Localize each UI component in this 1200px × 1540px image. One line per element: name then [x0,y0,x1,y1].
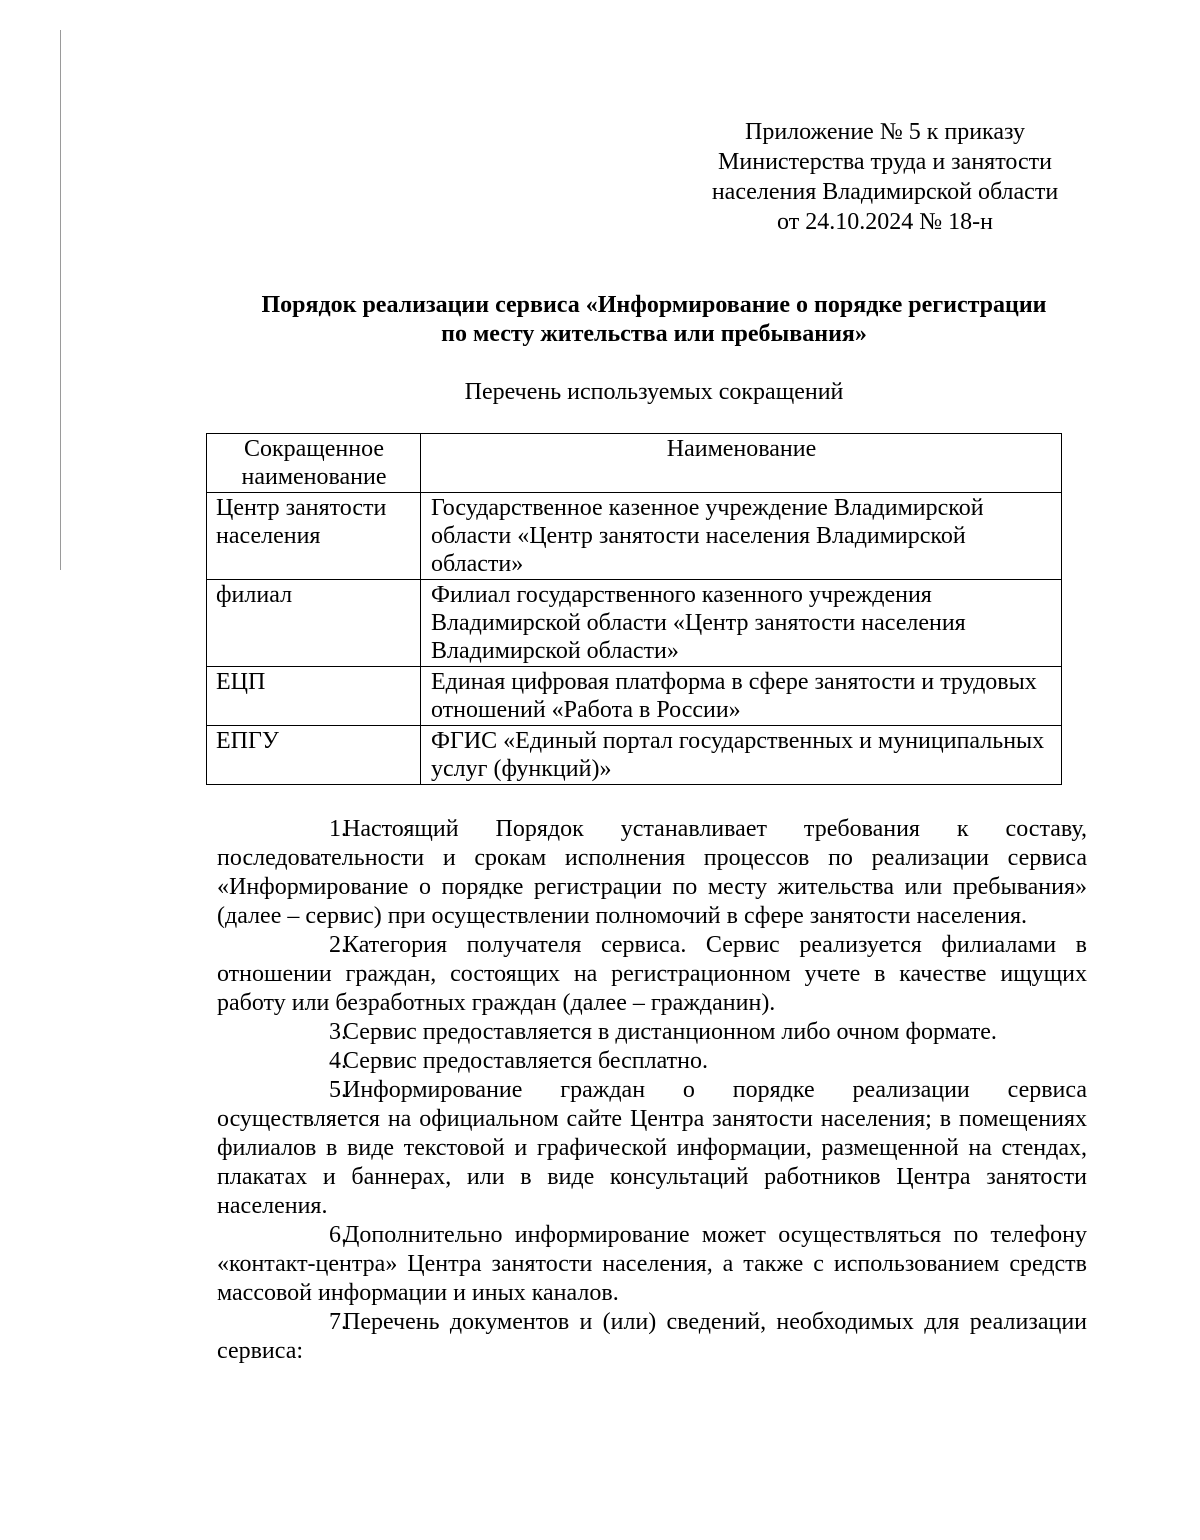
paragraph [217,931,1087,1018]
appendix-line: населения Владимирской области [711,179,1059,205]
abbreviations-table [206,433,1062,785]
appendix-line: Министерства труда и занятости [718,149,1052,175]
paragraph [217,1018,1087,1047]
document-title [220,291,1088,349]
paragraph-text: Информирование граждан о порядке реализации сервиса осуществляется на официальном сайте Центра занятости населения; в помещениях филиалов в виде текстовой и графической информации, размещенной на стендах, плакатах и баннерах, или в виде консультаций работников Центра занятости населения. [217,1077,1087,1219]
table-cell-full: ФГИС «Единый портал государственных и муниципальных услуг (функций)» [421,726,1062,785]
paragraph-text: Настоящий Порядок устанавливает требования к составу, последовательности и срокам исполнения процессов по реализации сервиса «Информирование о порядке регистрации по месту жительства или пребывания» (далее – сервис) при осуществлении полномочий в сфере занятости населения. [217,816,1087,929]
paragraph-number: 1. [329,816,347,842]
table-row [207,667,1062,726]
paragraph [217,1076,1087,1221]
title-line: по месту жительства или пребывания» [441,321,867,347]
paragraph-number: 3. [329,1019,347,1045]
table-cell-full: Государственное казенное учреждение Владимирской области «Центр занятости населения Владимирской области» [421,493,1062,580]
paragraph [217,815,1087,931]
paragraph [217,1221,1087,1308]
paragraph-text: Перечень документов и (или) сведений, необходимых для реализации сервиса: [217,1309,1087,1364]
paragraph-text: Сервис предоставляется в дистанционном либо очном формате. [343,1019,997,1045]
paragraph-number: 4. [329,1048,347,1074]
table-cell-full: Единая цифровая платформа в сфере занятости и трудовых отношений «Работа в России» [421,667,1062,726]
table-cell-abbr: ЕПГУ [207,726,421,785]
table-cell-abbr: Центр занятости населения [207,493,421,580]
table-cell-abbr: филиал [207,580,421,667]
scan-margin-line [60,30,61,570]
appendix-block [690,117,1080,237]
paragraph-text: Сервис предоставляется бесплатно. [343,1048,708,1074]
table-cell-full: Филиал государственного казенного учреждения Владимирской области «Центр занятости населения Владимирской области» [421,580,1062,667]
table-row [207,580,1062,667]
paragraph [217,1308,1087,1366]
appendix-line: Приложение № 5 к приказу [745,119,1025,145]
table-row [207,726,1062,785]
paragraph-number: 5. [329,1077,347,1103]
table-row [207,493,1062,580]
paragraph-text: Дополнительно информирование может осуществляться по телефону «контакт-центра» Центра занятости населения, а также с использованием средств массовой информации и иных каналов. [217,1222,1087,1306]
table-header-row [207,434,1062,493]
header-full-name: Наименование [421,434,1062,493]
table-cell-abbr: ЕЦП [207,667,421,726]
header-short-name: Сокращенное наименование [207,434,421,493]
paragraph [217,1047,1087,1076]
table-caption: Перечень используемых сокращений [464,379,844,405]
paragraph-text: Категория получателя сервиса. Сервис реализуется филиалами в отношении граждан, состоящих на регистрационном учете в качестве ищущих работу или безработных граждан (далее – гражданин). [217,932,1087,1016]
title-line: Порядок реализации сервиса «Информирование о порядке регистрации [261,292,1047,318]
appendix-line: от 24.10.2024 № 18-н [777,209,993,235]
paragraph-number: 6. [329,1222,347,1248]
paragraph-number: 7. [329,1309,347,1335]
paragraph-number: 2. [329,932,347,958]
body-text [217,815,1087,1366]
